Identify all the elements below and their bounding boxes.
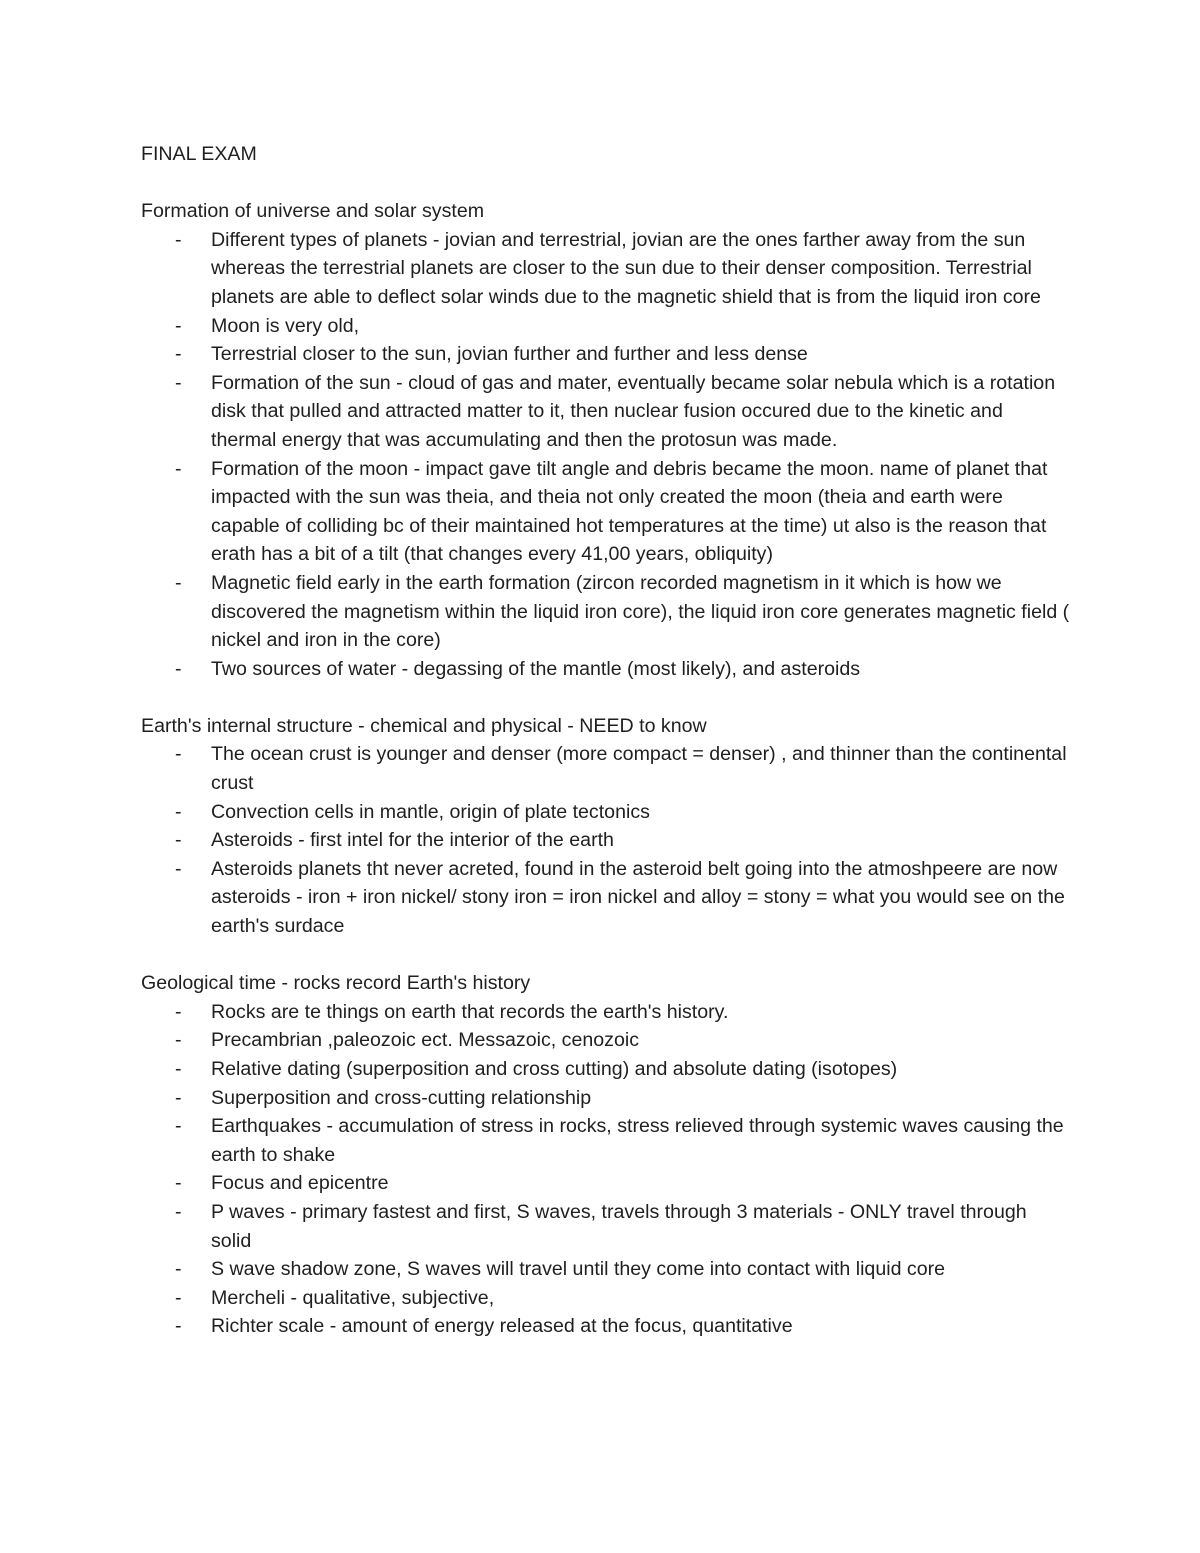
list-item <box>141 1255 1071 1284</box>
section-internal-structure <box>141 712 1071 941</box>
bullet-dash: - <box>175 1086 182 1109</box>
spacer <box>141 683 1071 712</box>
bullet-dash: - <box>175 1115 182 1138</box>
spacer <box>141 169 1071 198</box>
list-item-text: Richter scale - amount of energy released at the focus, quantitative <box>211 1315 793 1338</box>
section-heading: Geological time - rocks record Earth's history <box>141 972 531 995</box>
bullet-dash: - <box>175 1315 182 1338</box>
bullet-dash: - <box>175 1258 182 1281</box>
list-item-text: Convection cells in mantle, origin of plate tectonics <box>211 800 650 823</box>
list-item-text: Focus and epicentre <box>211 1172 389 1195</box>
document-title: FINAL EXAM <box>141 143 257 165</box>
spacer <box>141 941 1071 970</box>
bullet-list <box>141 226 1071 684</box>
list-item-text: Moon is very old, <box>211 314 360 337</box>
section-geological-time <box>141 969 1071 1341</box>
bullet-dash: - <box>175 1029 182 1052</box>
bullet-dash: - <box>175 1172 182 1195</box>
document-page <box>141 140 1071 1341</box>
list-item <box>141 998 1071 1027</box>
list-item <box>141 569 1071 655</box>
list-item-text: Different types of planets - jovian and terrestrial, jovian are the ones farther away from the sun whereas the terrestrial planets are closer to the sun due to their denser composition. Terrestrial planets are able to deflect solar winds due to the magnetic shield that is from the liquid iron core <box>211 228 1041 308</box>
list-item <box>141 798 1071 827</box>
list-item-text: Rocks are te things on earth that records the earth's history. <box>211 1000 729 1023</box>
list-item <box>141 455 1071 569</box>
list-item <box>141 655 1071 684</box>
list-item-text: Magnetic field early in the earth formation (zircon recorded magnetism in it which is how we discovered the magnetism within the liquid iron core), the liquid iron core generates magnetic field ( nickel and iron in the core) <box>211 571 1070 652</box>
list-item-text: The ocean crust is younger and denser (more compact = denser) , and thinner than the continental crust <box>211 743 1067 795</box>
list-item <box>141 226 1071 312</box>
list-item <box>141 826 1071 855</box>
list-item <box>141 312 1071 341</box>
list-item <box>141 740 1071 797</box>
list-item <box>141 1055 1071 1084</box>
list-item-text: P waves - primary fastest and first, S waves, travels through 3 materials - ONLY travel through solid <box>211 1200 1027 1252</box>
list-item-text: Mercheli - qualitative, subjective, <box>211 1286 495 1309</box>
list-item-text: Superposition and cross-cutting relationship <box>211 1086 592 1109</box>
list-item-text: S wave shadow zone, S waves will travel until they come into contact with liquid core <box>211 1258 946 1281</box>
list-item-text: Relative dating (superposition and cross cutting) and absolute dating (isotopes) <box>211 1058 898 1080</box>
list-item <box>141 1198 1071 1255</box>
list-item-text: Asteroids - first intel for the interior of the earth <box>211 829 614 852</box>
bullet-dash: - <box>175 800 182 823</box>
list-item-text: Asteroids planets tht never acreted, found in the asteroid belt going into the atmoshpeere are now asteroids - iron + iron nickel/ stony iron = iron nickel and alloy = stony = what you would see on the earth's surdace <box>211 857 1065 938</box>
bullet-dash: - <box>175 1058 182 1080</box>
list-item <box>141 1284 1071 1313</box>
bullet-list <box>141 998 1071 1341</box>
bullet-dash: - <box>175 457 182 480</box>
bullet-dash: - <box>175 228 182 251</box>
list-item-text: Terrestrial closer to the sun, jovian further and further and less dense <box>211 343 808 366</box>
list-item-text: Earthquakes - accumulation of stress in rocks, stress relieved through systemic waves causing the earth to shake <box>211 1115 1064 1166</box>
section-heading: Earth's internal structure - chemical and physical - NEED to know <box>141 714 707 737</box>
list-item <box>141 340 1071 369</box>
bullet-dash: - <box>175 371 182 394</box>
bullet-dash: - <box>175 857 182 880</box>
list-item <box>141 1312 1071 1341</box>
list-item-text: Formation of the moon - impact gave tilt angle and debris became the moon. name of planet that impacted with the sun was theia, and theia not only created the moon (theia and earth were capable of colliding bc of their maintained hot temperatures at the time) ut also is the reason that erath has a bit of a tilt (that changes every 41,00 years, obliquity) <box>211 457 1048 566</box>
bullet-dash: - <box>175 657 182 680</box>
list-item <box>141 369 1071 455</box>
bullet-dash: - <box>175 743 182 766</box>
list-item <box>141 1169 1071 1198</box>
bullet-list <box>141 740 1071 940</box>
bullet-dash: - <box>175 314 182 337</box>
section-heading: Formation of universe and solar system <box>141 200 485 223</box>
bullet-dash: - <box>175 343 182 366</box>
section-formation <box>141 197 1071 683</box>
bullet-dash: - <box>175 1286 182 1309</box>
list-item <box>141 855 1071 941</box>
bullet-dash: - <box>175 571 182 594</box>
list-item-text: Two sources of water - degassing of the mantle (most likely), and asteroids <box>211 657 861 680</box>
list-item <box>141 1084 1071 1113</box>
list-item <box>141 1112 1071 1169</box>
bullet-dash: - <box>175 1200 182 1223</box>
list-item <box>141 1026 1071 1055</box>
bullet-dash: - <box>175 829 182 852</box>
bullet-dash: - <box>175 1000 182 1023</box>
list-item-text: Precambrian ,paleozoic ect. Messazoic, cenozoic <box>211 1029 639 1052</box>
list-item-text: Formation of the sun - cloud of gas and mater, eventually became solar nebula which is a rotation disk that pulled and attracted matter to it, then nuclear fusion occured due to the kinetic and thermal energy that was accumulating and then the protosun was made. <box>211 371 1056 451</box>
